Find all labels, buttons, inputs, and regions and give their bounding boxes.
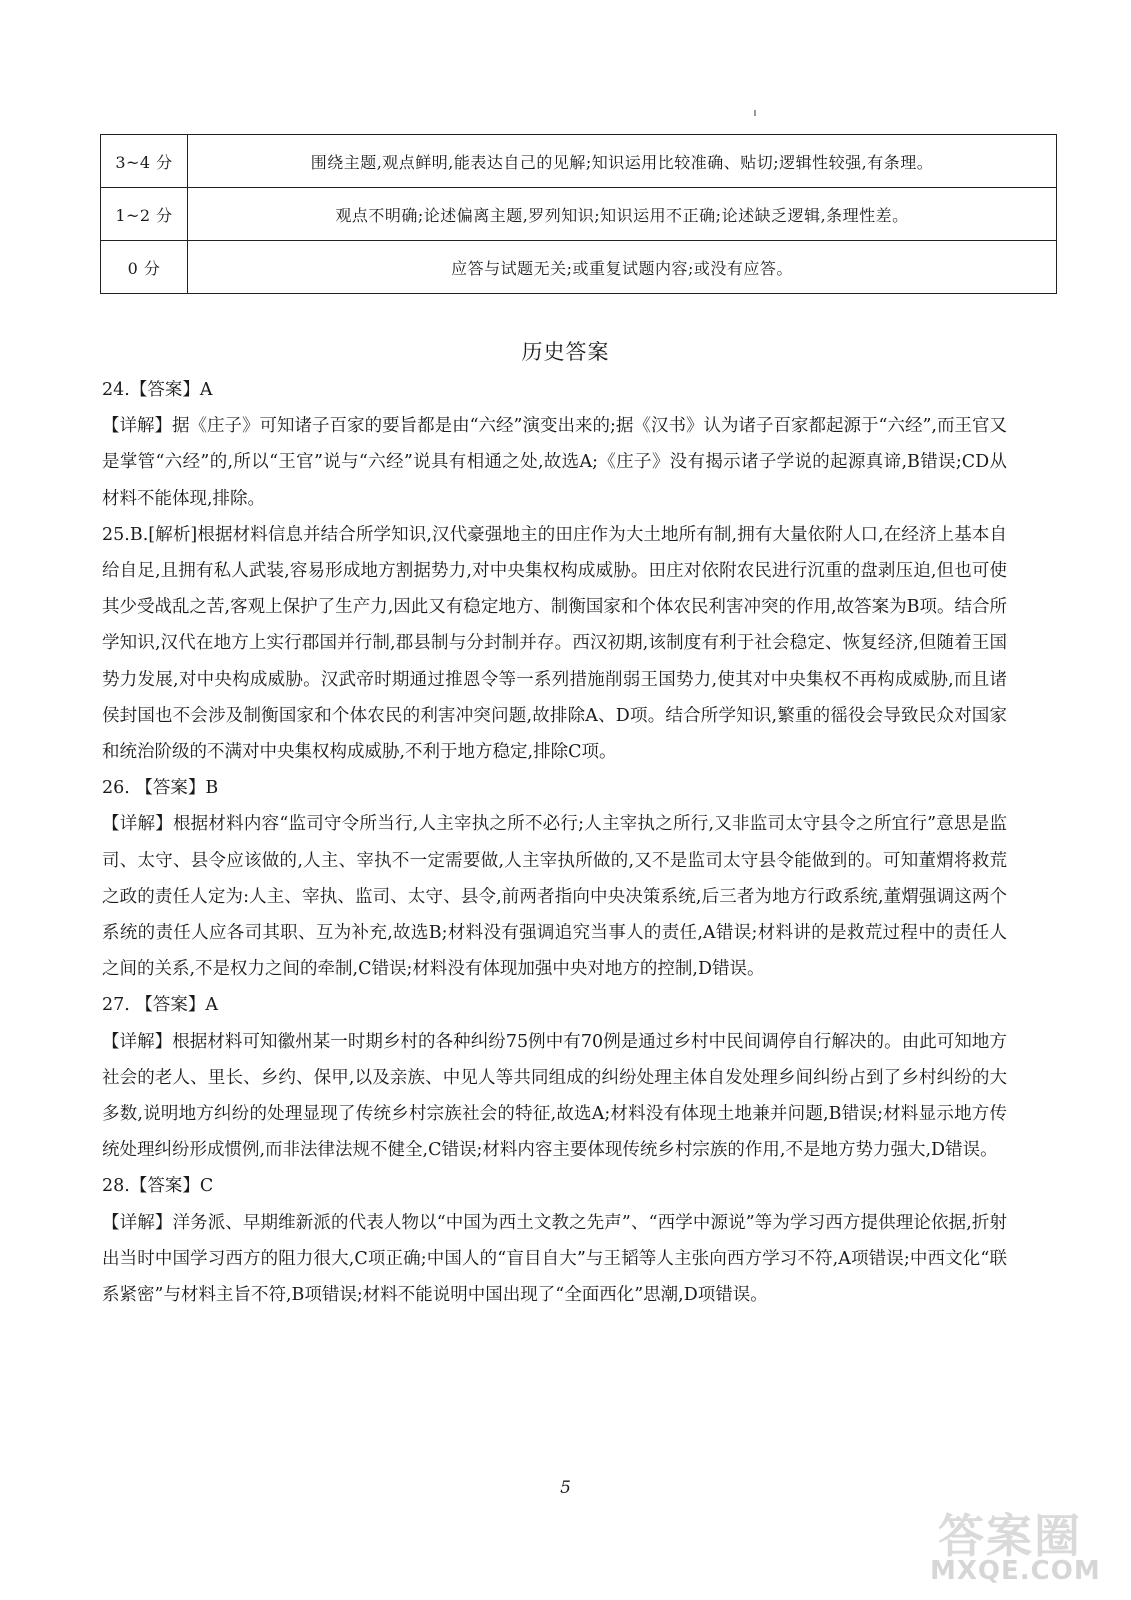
scoring-rubric-table bbox=[100, 134, 1057, 294]
rubric-row bbox=[101, 135, 1057, 188]
rubric-score: 0 分 bbox=[101, 241, 188, 294]
rubric-description: 应答与试题无关;或重复试题内容;或没有应答。 bbox=[188, 241, 1057, 294]
rubric-description: 观点不明确;论述偏离主题,罗列知识;知识运用不正确;论述缺乏逻辑,条理性差。 bbox=[188, 188, 1057, 241]
rubric-description: 围绕主题,观点鲜明,能表达自己的见解;知识运用比较准确、贴切;逻辑性较强,有条理。 bbox=[188, 135, 1057, 188]
rubric-row bbox=[101, 241, 1057, 294]
rubric-row bbox=[101, 188, 1057, 241]
answer-heading-26: 26. 【答案】B bbox=[102, 778, 219, 799]
answer-detail-26: 【详解】根据材料内容“监司守令所当行,人主宰执之所不必行;人主宰执之所行,又非监司太守县令之所宜行”意思是监司、太守、县令应该做的,人主、宰执不一定需要做,人主宰执所做的,又不是监司太守县令能做到的。可知董煟将救荒之政的责任人定为:人主、宰执、监司、太守、县令,前两者指向中央决策系统,后三者为地方行政系统,董煟强调这两个系统的责任人应各司其职、互为补充,故选B;材料没有强调追究当事人的责任,A错误;材料讲的是救荒过程中的责任人之间的关系,不是权力之间的牵制,C错误;材料没有体现加强中央对地方的控制,D错误。 bbox=[102, 814, 1007, 980]
answer-25: 25.B.[解析]根据材料信息并结合所学知识,汉代豪强地主的田庄作为大土地所有制,拥有大量依附人口,在经济上基本自给自足,且拥有私人武装,容易形成地方割据势力,对中央集权构成威胁。田庄对依附农民进行沉重的盘剥压迫,但也可使其少受战乱之苦,客观上保护了生产力,因此又有稳定地方、制衡国家和个体农民利害冲突的作用,故答案为B项。结合所学知识,汉代在地方上实行郡国并行制,郡县制与分封制并存。西汉初期,该制度有利于社会稳定、恢复经济,但随着王国势力发展,对中央构成威胁。汉武帝时期通过推恩令等一系列措施削弱王国势力,使其对中央集权不再构成威胁,而且诸侯封国也不会涉及制衡国家和个体农民的利害冲突问题,故排除A、D项。结合所学知识,繁重的徭役会导致民众对国家和统治阶级的不满对中央集权构成威胁,不利于地方稳定,排除C项。 bbox=[102, 524, 1007, 763]
answer-heading-28: 28.【答案】C bbox=[102, 1176, 214, 1197]
rubric-score: 3~4 分 bbox=[101, 135, 188, 188]
page-number: 5 bbox=[560, 1478, 571, 1498]
answer-detail-28: 【详解】洋务派、早期维新派的代表人物以“中国为西土文教之先声”、“西学中源说”等为学习西方提供理论依据,折射出当时中国学习西方的阻力很大,C项正确;中国人的“盲目自大”与王韬等人主张向西方学习不符,A项错误;中西文化“联系紧密”与材料主旨不符,B项错误;材料不能说明中国出现了“全面西化”思潮,D项错误。 bbox=[102, 1212, 1007, 1306]
site-watermark bbox=[930, 1500, 1110, 1592]
answer-detail-24: 【详解】据《庄子》可知诸子百家的要旨都是由“六经”演变出来的;据《汉书》认为诸子百家都起源于“六经”,而王官又是掌管“六经”的,所以“王官”说与“六经”说具有相通之处,故选A;《庄子》没有揭示诸子学说的起源真谛,B错误;CD从材料不能体现,排除。 bbox=[102, 416, 1007, 509]
rubric-score: 1~2 分 bbox=[101, 188, 188, 241]
answer-detail-27: 【详解】根据材料可知徽州某一时期乡村的各种纠纷75例中有70例是通过乡村中民间调停自行解决的。由此可知地方社会的老人、里长、乡约、保甲,以及亲族、中见人等共同组成的纠纷处理主体自发处理乡间纠纷占到了乡村纠纷的大多数,说明地方纠纷的处理显现了传统乡村宗族社会的特征,故选A;材料没有体现土地兼并问题,B错误;材料显示地方传统处理纠纷形成惯例,而非法律法规不健全,C错误;材料内容主要体现传统乡村宗族的作用,不是地方势力强大,D错误。 bbox=[102, 1031, 1007, 1161]
watermark-url: MXQE.COM bbox=[930, 1556, 1101, 1586]
answer-body bbox=[102, 372, 1007, 1313]
answer-heading-27: 27. 【答案】A bbox=[102, 995, 219, 1016]
answer-heading-24: 24.【答案】A bbox=[102, 380, 213, 400]
section-title: 历史答案 bbox=[521, 340, 610, 364]
scan-speck bbox=[754, 110, 756, 116]
watermark-logo: 答案圈 bbox=[938, 1509, 1082, 1563]
